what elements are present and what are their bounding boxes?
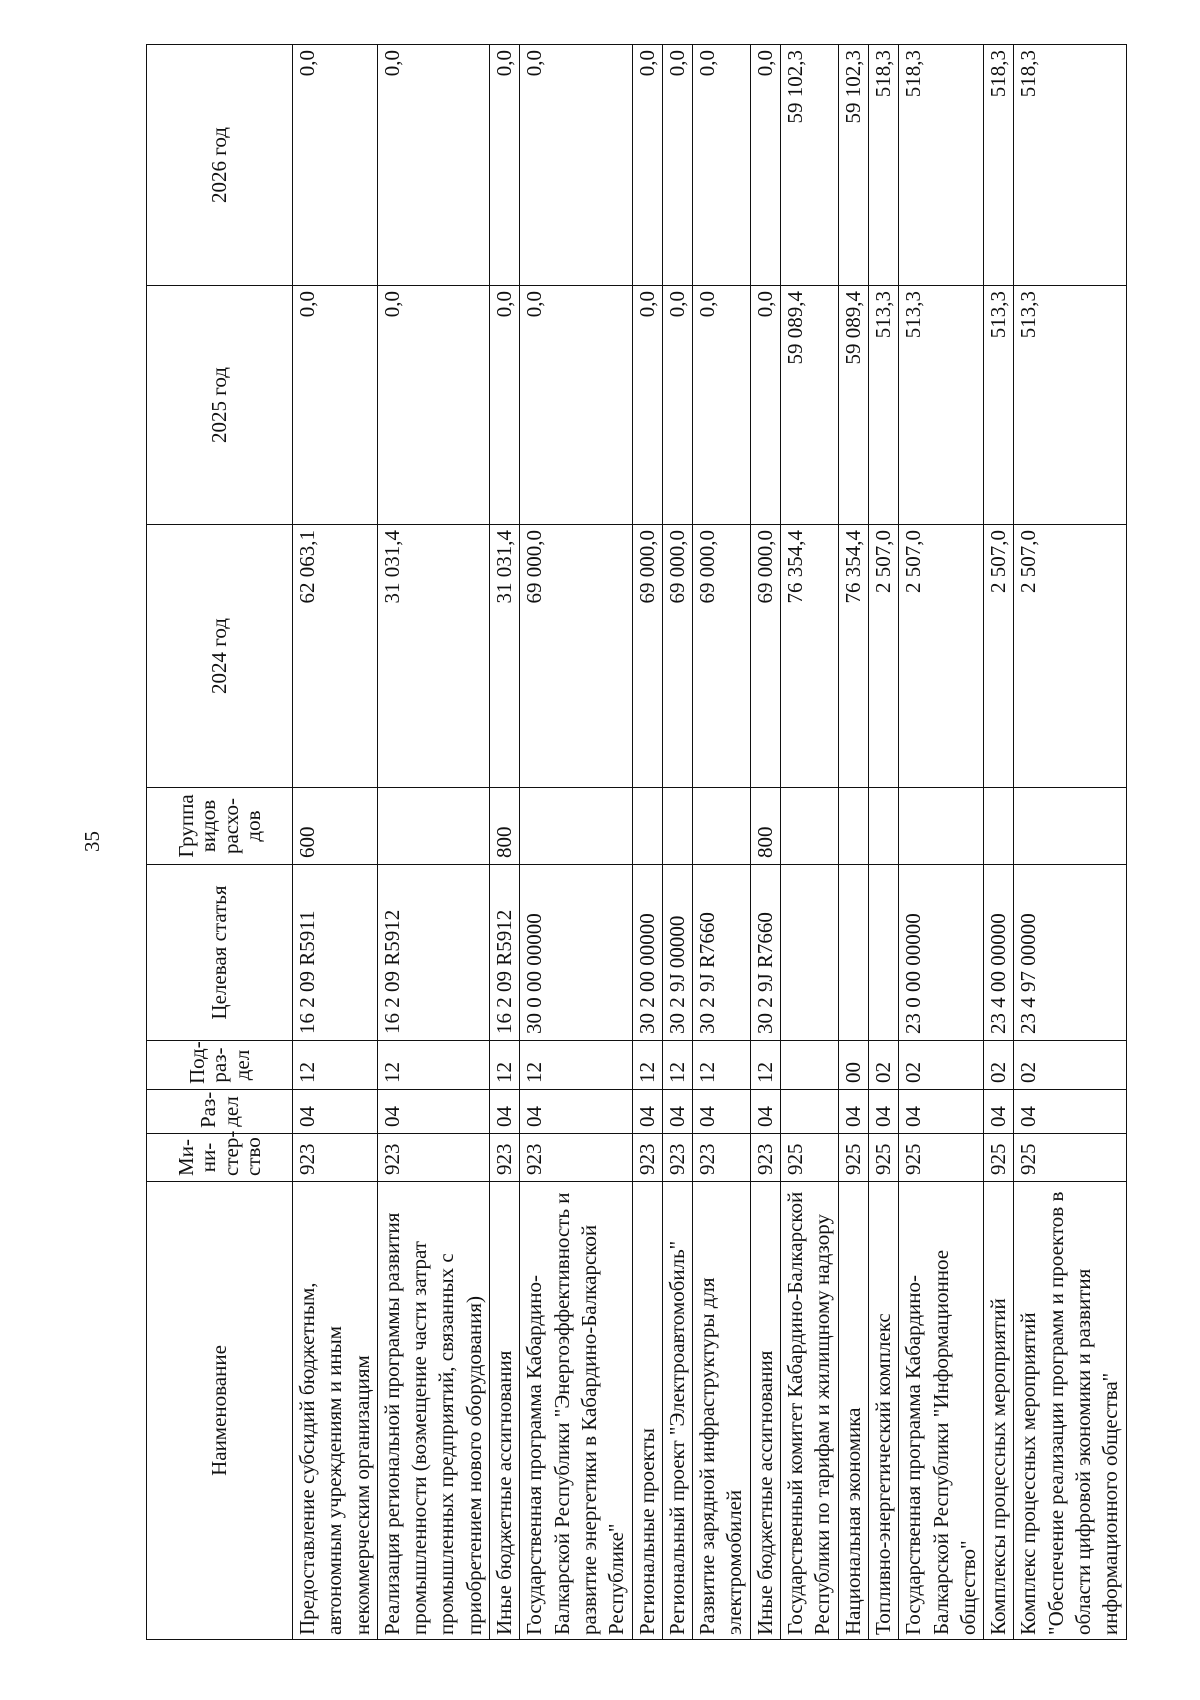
cell-ministry: 925 xyxy=(1014,1134,1126,1182)
cell-ministry: 923 xyxy=(520,1134,632,1182)
cell-2025: 0,0 xyxy=(520,286,632,525)
cell-expense-group xyxy=(632,788,662,865)
cell-section: 04 xyxy=(662,1090,692,1134)
cell-ministry: 923 xyxy=(632,1134,662,1182)
cell-2025: 0,0 xyxy=(632,286,662,525)
cell-name: Национальная экономика xyxy=(838,1182,868,1640)
table-row xyxy=(868,45,898,1640)
table-row xyxy=(750,45,780,1640)
cell-2025: 0,0 xyxy=(750,286,780,525)
col-header-subsection: Под- раз- дел xyxy=(147,1041,293,1090)
col-header-name: Наименование xyxy=(147,1182,293,1640)
col-header-section: Раз- дел xyxy=(147,1090,293,1134)
cell-2024: 2 507,0 xyxy=(868,525,898,788)
cell-section: 04 xyxy=(899,1090,984,1134)
cell-ministry: 923 xyxy=(693,1134,751,1182)
cell-name: Государственная программа Кабардино-Балкарской Республики "Энергоэффективность и развитие энергетики в Кабардино-Балкарской Республике" xyxy=(520,1182,632,1640)
cell-ministry: 925 xyxy=(838,1134,868,1182)
cell-ministry: 923 xyxy=(490,1134,520,1182)
cell-name: Реализация региональной программы развития промышленности (возмещение части затрат промышленных предприятий, связанных с приобретением нового оборудования) xyxy=(377,1182,489,1640)
cell-subsection: 12 xyxy=(693,1041,751,1090)
table-body xyxy=(293,45,1127,1640)
cell-2024: 2 507,0 xyxy=(1014,525,1126,788)
cell-name: Государственный комитет Кабардино-Балкарской Республики по тарифам и жилищному надзору xyxy=(781,1182,839,1640)
cell-section: 04 xyxy=(984,1090,1014,1134)
table-row xyxy=(1014,45,1126,1640)
cell-section xyxy=(781,1090,839,1134)
cell-2026: 0,0 xyxy=(693,45,751,286)
cell-section: 04 xyxy=(1014,1090,1126,1134)
cell-2025: 0,0 xyxy=(377,286,489,525)
cell-2026: 0,0 xyxy=(662,45,692,286)
cell-ministry: 925 xyxy=(781,1134,839,1182)
cell-2026: 0,0 xyxy=(632,45,662,286)
cell-target-article: 23 4 97 00000 xyxy=(1014,865,1126,1041)
rotated-page xyxy=(146,45,1123,1640)
cell-expense-group: 600 xyxy=(293,788,378,865)
table-header-row xyxy=(147,45,293,1640)
cell-2026: 59 102,3 xyxy=(838,45,868,286)
cell-section: 04 xyxy=(520,1090,632,1134)
cell-subsection: 12 xyxy=(662,1041,692,1090)
cell-subsection: 12 xyxy=(632,1041,662,1090)
cell-2024: 69 000,0 xyxy=(662,525,692,788)
cell-target-article: 30 2 9J R7660 xyxy=(750,865,780,1041)
cell-target-article: 30 0 00 00000 xyxy=(520,865,632,1041)
table-row xyxy=(838,45,868,1640)
cell-2024: 31 031,4 xyxy=(377,525,489,788)
cell-expense-group xyxy=(377,788,489,865)
cell-2025: 513,3 xyxy=(868,286,898,525)
col-header-ministry: Ми- ни- стер- ство xyxy=(147,1134,293,1182)
cell-target-article: 16 2 09 R5912 xyxy=(490,865,520,1041)
table-row xyxy=(520,45,632,1640)
cell-2024: 69 000,0 xyxy=(693,525,751,788)
cell-subsection: 12 xyxy=(490,1041,520,1090)
cell-target-article: 30 2 9J R7660 xyxy=(693,865,751,1041)
cell-2026: 518,3 xyxy=(1014,45,1126,286)
cell-name: Иные бюджетные ассигнования xyxy=(750,1182,780,1640)
cell-2026: 0,0 xyxy=(377,45,489,286)
budget-table xyxy=(146,44,1127,1640)
cell-section: 04 xyxy=(490,1090,520,1134)
cell-section: 04 xyxy=(838,1090,868,1134)
cell-subsection: 12 xyxy=(750,1041,780,1090)
cell-2026: 59 102,3 xyxy=(781,45,839,286)
col-header-2026: 2026 год xyxy=(147,45,293,286)
page-number: 35 xyxy=(80,831,104,852)
table-row xyxy=(490,45,520,1640)
cell-name: Региональный проект "Электроавтомобиль" xyxy=(662,1182,692,1640)
cell-target-article: 23 4 00 00000 xyxy=(984,865,1014,1041)
cell-expense-group xyxy=(838,788,868,865)
cell-name: Развитие зарядной инфраструктуры для электромобилей xyxy=(693,1182,751,1640)
cell-2024: 76 354,4 xyxy=(781,525,839,788)
cell-2024: 62 063,1 xyxy=(293,525,378,788)
cell-name: Иные бюджетные ассигнования xyxy=(490,1182,520,1640)
cell-target-article xyxy=(781,865,839,1041)
table-row xyxy=(781,45,839,1640)
cell-2026: 0,0 xyxy=(490,45,520,286)
cell-2025: 0,0 xyxy=(662,286,692,525)
cell-2026: 518,3 xyxy=(984,45,1014,286)
col-header-2024: 2024 год xyxy=(147,525,293,788)
cell-subsection xyxy=(781,1041,839,1090)
table-row xyxy=(984,45,1014,1640)
cell-2025: 513,3 xyxy=(1014,286,1126,525)
cell-section: 04 xyxy=(868,1090,898,1134)
cell-subsection: 12 xyxy=(520,1041,632,1090)
cell-subsection: 02 xyxy=(899,1041,984,1090)
cell-expense-group xyxy=(1014,788,1126,865)
cell-2026: 0,0 xyxy=(750,45,780,286)
col-header-2025: 2025 год xyxy=(147,286,293,525)
cell-2026: 518,3 xyxy=(899,45,984,286)
cell-expense-group xyxy=(984,788,1014,865)
cell-target-article: 30 2 9J 00000 xyxy=(662,865,692,1041)
cell-ministry: 925 xyxy=(868,1134,898,1182)
cell-2024: 76 354,4 xyxy=(838,525,868,788)
cell-2025: 0,0 xyxy=(693,286,751,525)
table-row xyxy=(693,45,751,1640)
cell-section: 04 xyxy=(293,1090,378,1134)
col-header-target-article: Целевая статья xyxy=(147,865,293,1041)
table-row xyxy=(899,45,984,1640)
cell-2026: 0,0 xyxy=(293,45,378,286)
table-row xyxy=(377,45,489,1640)
cell-2025: 59 089,4 xyxy=(781,286,839,525)
cell-subsection: 12 xyxy=(377,1041,489,1090)
cell-expense-group xyxy=(781,788,839,865)
cell-2025: 513,3 xyxy=(899,286,984,525)
cell-2026: 0,0 xyxy=(520,45,632,286)
cell-section: 04 xyxy=(693,1090,751,1134)
cell-section: 04 xyxy=(750,1090,780,1134)
cell-expense-group: 800 xyxy=(490,788,520,865)
table-row xyxy=(632,45,662,1640)
table-row xyxy=(662,45,692,1640)
cell-2025: 0,0 xyxy=(490,286,520,525)
cell-target-article: 16 2 09 R5912 xyxy=(377,865,489,1041)
cell-2025: 513,3 xyxy=(984,286,1014,525)
cell-ministry: 923 xyxy=(662,1134,692,1182)
cell-2024: 69 000,0 xyxy=(632,525,662,788)
cell-subsection: 02 xyxy=(868,1041,898,1090)
cell-expense-group xyxy=(520,788,632,865)
cell-expense-group xyxy=(868,788,898,865)
cell-target-article xyxy=(838,865,868,1041)
col-header-expense-group: Группа видов расхо- дов xyxy=(147,788,293,865)
cell-subsection: 12 xyxy=(293,1041,378,1090)
cell-name: Топливно-энергетический комплекс xyxy=(868,1182,898,1640)
cell-ministry: 925 xyxy=(899,1134,984,1182)
cell-expense-group xyxy=(693,788,751,865)
cell-2025: 0,0 xyxy=(293,286,378,525)
cell-ministry: 923 xyxy=(293,1134,378,1182)
cell-name: Комплекс процессных мероприятий "Обеспечение реализации программ и проектов в области цифровой экономики и развития информационного общества" xyxy=(1014,1182,1126,1640)
cell-subsection: 02 xyxy=(1014,1041,1126,1090)
cell-expense-group: 800 xyxy=(750,788,780,865)
cell-2024: 69 000,0 xyxy=(520,525,632,788)
cell-section: 04 xyxy=(632,1090,662,1134)
cell-name: Региональные проекты xyxy=(632,1182,662,1640)
cell-expense-group xyxy=(662,788,692,865)
cell-2026: 518,3 xyxy=(868,45,898,286)
cell-ministry: 923 xyxy=(377,1134,489,1182)
cell-target-article: 30 2 00 00000 xyxy=(632,865,662,1041)
cell-target-article xyxy=(868,865,898,1041)
cell-2024: 2 507,0 xyxy=(984,525,1014,788)
cell-2024: 69 000,0 xyxy=(750,525,780,788)
cell-expense-group xyxy=(899,788,984,865)
table-row xyxy=(293,45,378,1640)
cell-ministry: 925 xyxy=(984,1134,1014,1182)
cell-name: Предоставление субсидий бюджетным, автономным учреждениям и иным некоммерческим организациям xyxy=(293,1182,378,1640)
cell-target-article: 23 0 00 00000 xyxy=(899,865,984,1041)
cell-subsection: 00 xyxy=(838,1041,868,1090)
cell-2025: 59 089,4 xyxy=(838,286,868,525)
cell-ministry: 923 xyxy=(750,1134,780,1182)
cell-target-article: 16 2 09 R5911 xyxy=(293,865,378,1041)
cell-2024: 2 507,0 xyxy=(899,525,984,788)
cell-section: 04 xyxy=(377,1090,489,1134)
cell-name: Государственная программа Кабардино-Балкарской Республики "Информационное общество" xyxy=(899,1182,984,1640)
cell-2024: 31 031,4 xyxy=(490,525,520,788)
cell-subsection: 02 xyxy=(984,1041,1014,1090)
cell-name: Комплексы процессных мероприятий xyxy=(984,1182,1014,1640)
